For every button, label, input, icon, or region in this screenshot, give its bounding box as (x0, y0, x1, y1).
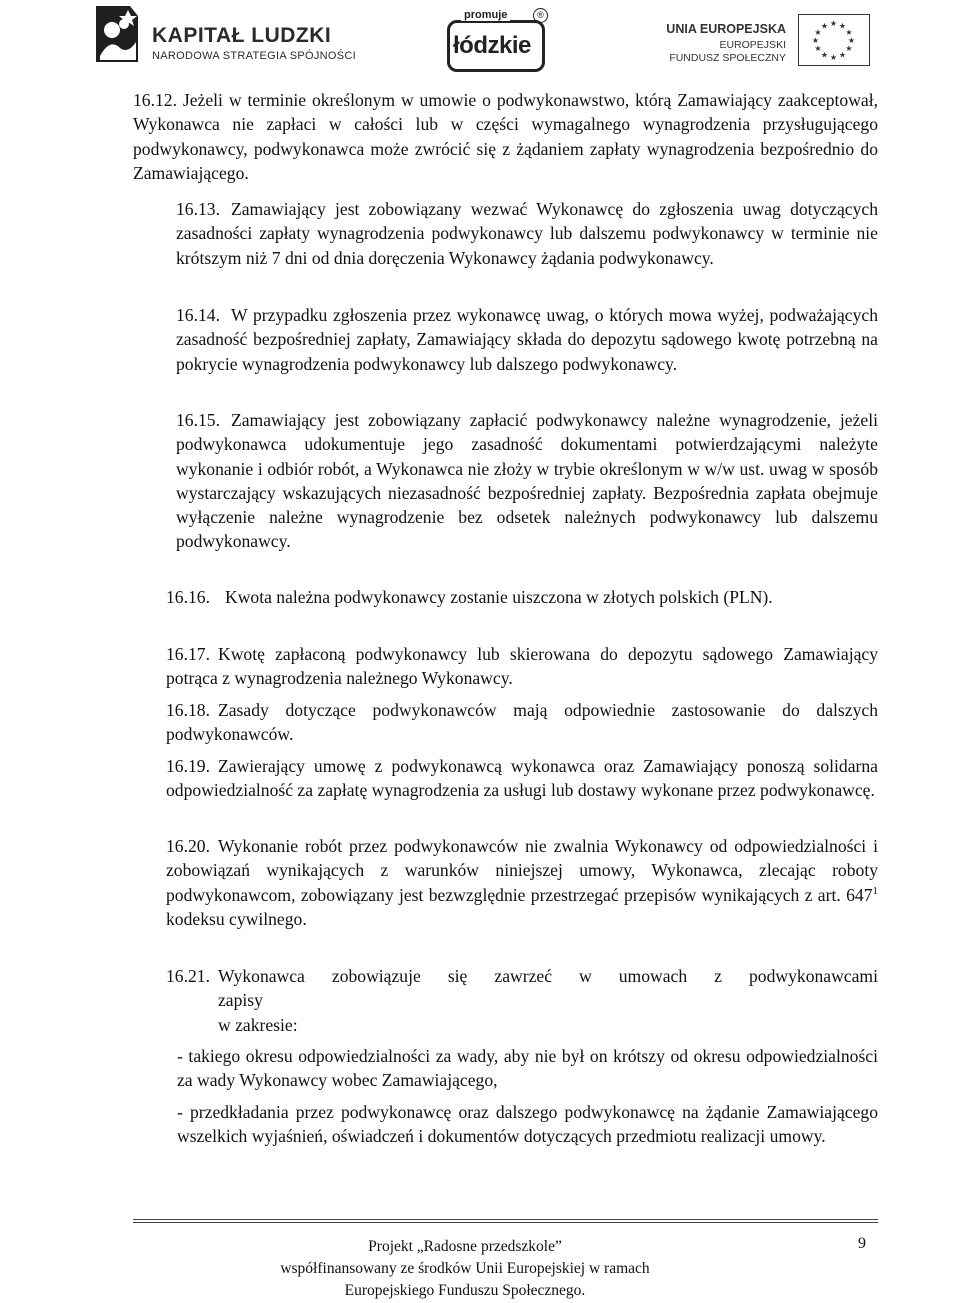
svg-text:★: ★ (829, 53, 838, 62)
paragraph-text (218, 964, 878, 1037)
paragraph-16-18 (166, 698, 878, 747)
footer-line: Projekt „Radosne przedszkole” (368, 1238, 562, 1255)
paragraph-text: Zamawiający jest zobowiązany wezwać Wykonawcę do zgłoszenia uwag dotyczących zasadności zapłaty wynagrodzenia podwykonawcy lub dalszemu podwykonawcy w terminie nie krótszym niż 7 dni od dnia doręczenia Wykonawcy żądania podwykonawcy. (176, 199, 878, 268)
lodzkie-top-label: promuje (461, 9, 510, 21)
registered-mark-icon: ® (533, 8, 548, 23)
svg-text:★: ★ (838, 21, 847, 31)
dash-list-item: - przedkładania przez podwykonawcę oraz dalszego podwykonawcę na żądanie Zamawiającego wszelkich wyjaśnień, oświadczeń i dokumentów dotyczących przedmiotu realizacji umowy. (177, 1102, 878, 1147)
page-number: 9 (858, 1235, 866, 1252)
page-header (0, 0, 960, 80)
promuje-lodzkie-logo (445, 6, 550, 70)
kapital-ludzki-title: KAPITAŁ LUDZKI (152, 24, 332, 47)
footer-divider (133, 1222, 878, 1223)
svg-text:★: ★ (820, 21, 829, 31)
paragraph-16-20 (166, 834, 878, 931)
svg-text:★: ★ (811, 36, 820, 45)
paragraph-number: 16.20. (166, 836, 210, 856)
paragraph-text: Zasady dotyczące podwykonawców mają odpowiednie zastosowanie do dalszych podwykonawców. (166, 700, 878, 745)
article-superscript: 1 (872, 884, 878, 897)
unia-europejska-logo (666, 14, 878, 74)
paragraph-16-13 (176, 197, 878, 270)
paragraph-number: 16.15. (176, 410, 220, 430)
kapital-ludzki-logo (90, 4, 360, 74)
svg-text:★: ★ (820, 50, 829, 60)
svg-text:★: ★ (845, 44, 853, 53)
svg-text:★: ★ (838, 50, 847, 60)
footer-project-note (200, 1236, 730, 1302)
paragraph-16-19 (166, 754, 878, 803)
ue-line-2: EUROPEJSKI (719, 39, 786, 51)
paragraph-number: 16.18. (166, 700, 210, 720)
paragraph-text-main: Wykonanie robót przez podwykonawców nie zwalnia Wykonawcy od odpowiedzialności i zobowiązań wynikających z warunków niniejszej umowy, Wykonawca, zlecając roboty podwykonawcom, zobowiązany jest bezwzględnie przestrzegać przepisów wynikających z art. 647 (166, 836, 878, 905)
ue-line-3: FUNDUSZ SPOŁECZNY (669, 52, 786, 64)
dash-list-item: - takiego okresu odpowiedzialności za wady, aby nie był on krótszy od okresu odpowiedzialności za wady Wykonawcy wobec Zamawiającego, (177, 1046, 878, 1091)
paragraph-number: 16.19. (166, 756, 210, 776)
svg-text:★: ★ (829, 19, 838, 28)
svg-text:★: ★ (814, 28, 822, 37)
footer-line: Europejskiego Funduszu Społecznego. (344, 1282, 586, 1299)
paragraph-16-21 (166, 964, 878, 1037)
paragraph-text: Zamawiający jest zobowiązany zapłacić podwykonawcy należne wynagrodzenie, jeżeli podwykonawca udokumentuje jego zasadność dokumentami potwierdzającymi należyte wykonanie i odbiór robót, a Wykonawca nie złoży w trybie określonym w w/w ust. uwag w sposób wystarczający wskazujących niezasadność bezpośredniej zapłaty. Bezpośrednia zapłata obejmuje wyłączenie należne wynagrodzenie bez odsetek należnych podwykonawcy lub dalszemu podwykonawcy. (176, 410, 878, 552)
paragraph-text: Kwotę zapłaconą podwykonawcy lub skierowana do depozytu sądowego Zamawiający potrąca z wynagrodzenia należnego Wykonawcy. (166, 644, 878, 689)
paragraph-16-17 (166, 642, 878, 691)
lodzkie-main-label: łódzkie (453, 32, 531, 59)
paragraph-text: W przypadku zgłoszenia przez wykonawcę uwag, o których mowa wyżej, podważających zasadność bezpośredniej zapłaty, Zamawiający składa do depozytu sądowego kwotę potrzebną na pokrycie wynagrodzenia podwykonawcy lub dalszego podwykonawcy. (176, 305, 878, 374)
kapital-ludzki-subtitle: NARODOWA STRATEGIA SPÓJNOŚCI (152, 50, 356, 62)
paragraph-number: 16.16. (166, 587, 210, 607)
paragraph-16-14 (176, 303, 878, 376)
paragraph-text: Zawierający umowę z podwykonawcą wykonawca oraz Zamawiający ponoszą solidarna odpowiedzialność za zapłatę wynagrodzenia za usługi lub dostawy wykonane przez podwykonawcę. (166, 756, 878, 801)
paragraph-text (114, 834, 878, 931)
paragraph-number: 16.17. (166, 644, 210, 664)
kapital-ludzki-emblem-icon (90, 4, 146, 70)
paragraph-16-16 (166, 585, 878, 609)
footer-divider (133, 1219, 878, 1220)
paragraph-line: w zakresie: (218, 1014, 298, 1035)
paragraph-line: zapisy (218, 990, 263, 1011)
svg-text:★: ★ (845, 28, 853, 37)
eu-flag-icon (798, 14, 870, 66)
svg-text:★: ★ (847, 36, 856, 45)
paragraph-16-15 (176, 408, 878, 554)
paragraph-16-12: 16.12. Jeżeli w terminie określonym w umowie o podwykonawstwo, którą Zamawiający zaakceptował, Wykonawca nie zapłaci w całości lub w części wymagalnego wynagrodzenia przysługującego podwykonawcy, podwykonawca może zwrócić się z żądaniem zapłaty wynagrodzenia bezpośrednio do Zamawiającego. (133, 90, 878, 183)
paragraph-number: 16.14. (176, 305, 220, 325)
paragraph-line: Wykonawca zobowiązuje się zawrzeć w umowach z podwykonawcami (218, 966, 878, 986)
ue-line-1: UNIA EUROPEJSKA (666, 22, 786, 36)
svg-text:★: ★ (814, 44, 822, 53)
paragraph-text: Kwota należna podwykonawcy zostanie uiszczona w złotych polskich (PLN). (225, 587, 773, 607)
paragraph-number: 16.13. (176, 199, 220, 219)
paragraph-text-tail: kodeksu cywilnego. (166, 908, 307, 929)
paragraph-number: 16.21. (166, 966, 210, 986)
footer-line: współfinansowany ze środków Unii Europejskiej w ramach (280, 1260, 650, 1277)
